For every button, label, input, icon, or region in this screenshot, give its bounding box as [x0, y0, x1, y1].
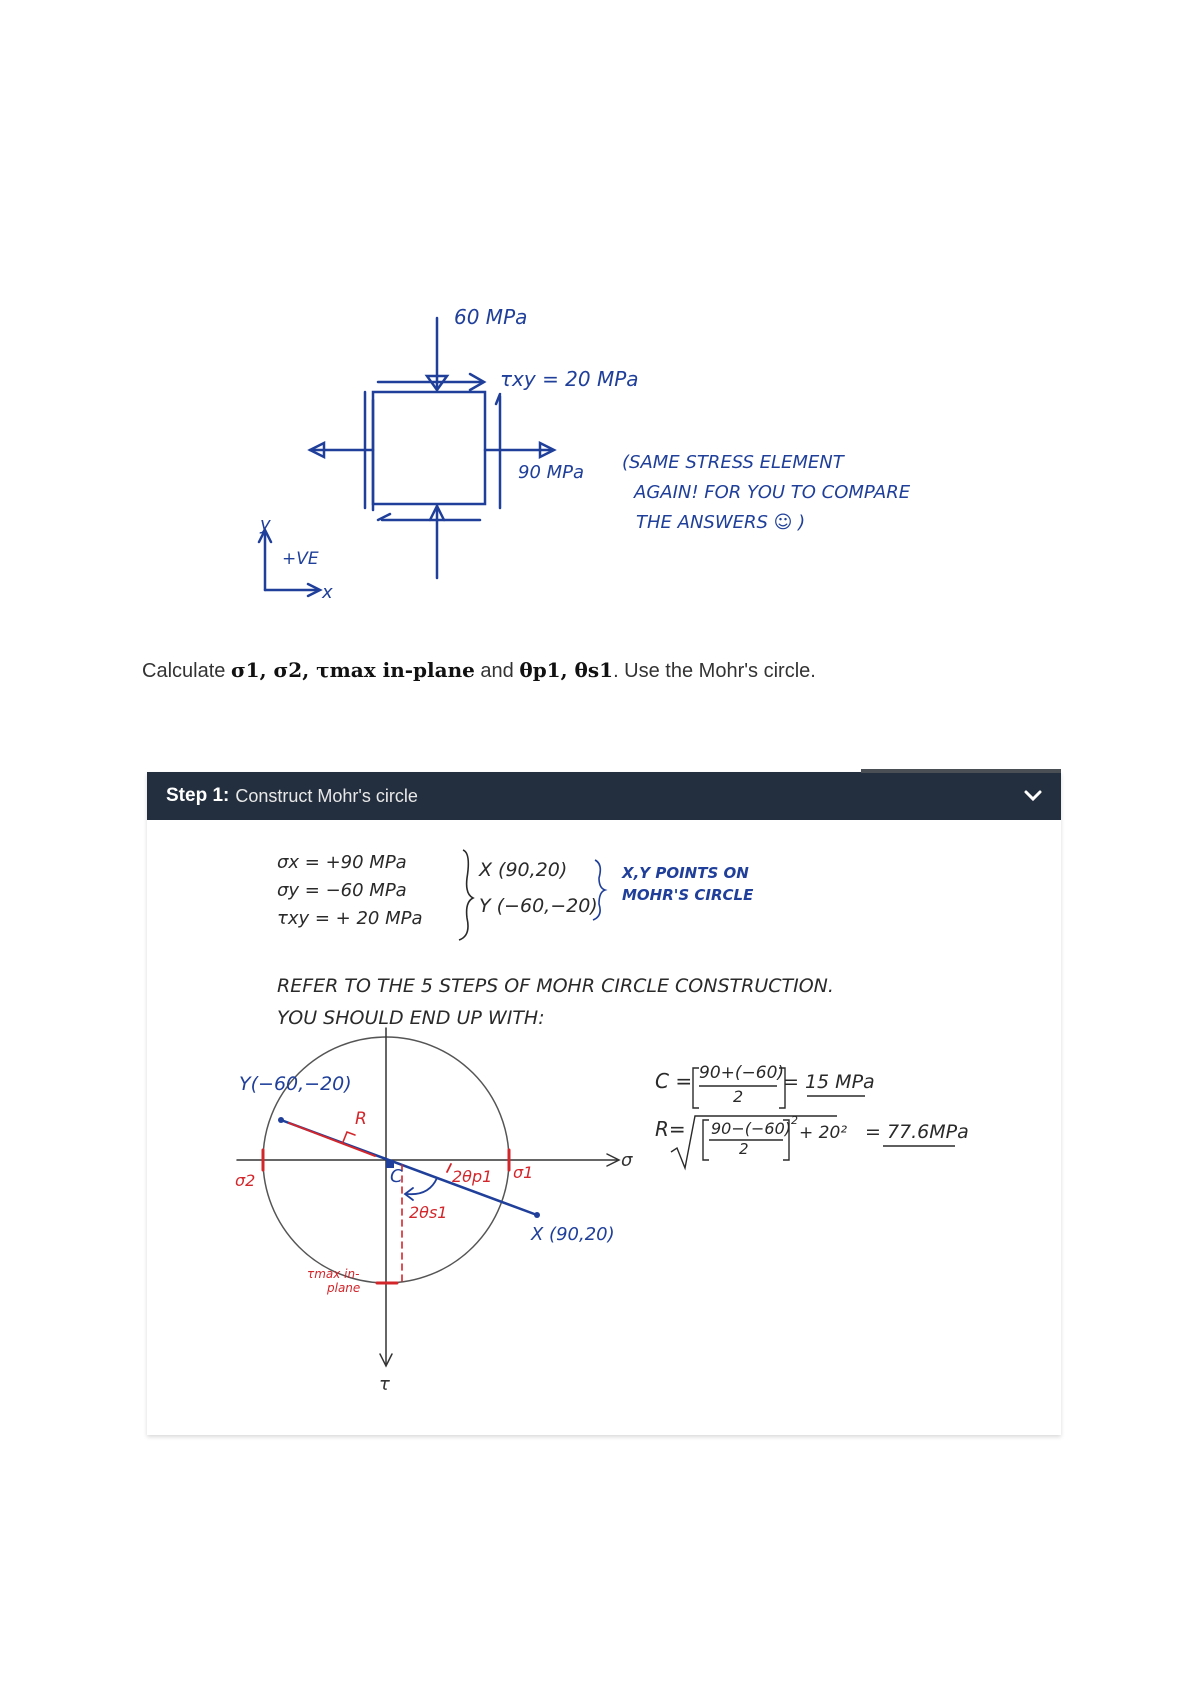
tau-axis-label: τ: [379, 1374, 390, 1395]
r-denominator: 2: [739, 1140, 749, 1158]
step-header[interactable]: [147, 772, 1061, 820]
axis-x-label: x: [322, 582, 333, 603]
note-line-2: AGAIN! FOR YOU TO COMPARE: [634, 482, 911, 503]
center-label: C: [390, 1166, 403, 1187]
two-theta-s-label: 2θs1: [409, 1203, 448, 1222]
note-line-3: THE ANSWERS ☺ ): [636, 512, 806, 533]
r-lhs: R=: [655, 1117, 686, 1141]
shear-label: τxy = 20 MPa: [500, 367, 639, 391]
theta-s-symbol: θs1: [574, 658, 614, 682]
c-result: = 15 MPa: [783, 1071, 875, 1093]
r-result: = 77.6MPa: [865, 1121, 969, 1143]
point-x-label: X (90,20): [531, 1224, 615, 1245]
tau-symbol: τmax in-plane: [316, 658, 475, 682]
step-title: Construct Mohr's circle: [235, 785, 418, 806]
question-prefix: Calculate: [142, 660, 231, 682]
given-py: Y (−60,−20): [479, 895, 598, 917]
theta-p-symbol: θp1: [519, 658, 561, 682]
c-lhs: C =: [655, 1069, 693, 1093]
radius-label: R: [355, 1109, 367, 1129]
step-label: Step 1:: [166, 785, 230, 806]
c-denominator: 2: [733, 1087, 744, 1106]
sigma1-symbol: σ1: [230, 658, 260, 682]
given-sx: σx = +90 MPa: [277, 852, 407, 873]
tau-max-label-1: τmax in-: [307, 1267, 360, 1281]
r-numerator: 90−(−60): [711, 1119, 792, 1138]
given-txy: τxy = + 20 MPa: [277, 908, 423, 929]
stress-element-diagram: [0, 280, 1200, 610]
right-load-label: 90 MPa: [518, 462, 585, 483]
note-line-1: (SAME STRESS ELEMENT: [622, 452, 844, 473]
axis-y-label: y: [260, 514, 271, 535]
sigma1-label: σ1: [513, 1163, 534, 1182]
refer-line-2: YOU SHOULD END UP WITH:: [277, 1007, 545, 1029]
given-px: X (90,20): [479, 859, 568, 881]
top-load-label: 60 MPa: [454, 305, 528, 329]
sigma-axis-label: σ: [621, 1150, 633, 1171]
solution-diagram: [147, 820, 1061, 1435]
refer-line-1: REFER TO THE 5 STEPS OF MOHR CIRCLE CONSTRUCTION.: [277, 975, 834, 997]
stress-element-square: [373, 392, 485, 504]
c-numerator: 90+(−60): [699, 1063, 785, 1083]
given-sy: σy = −60 MPa: [277, 880, 407, 901]
two-theta-p-label: 2θp1: [452, 1167, 493, 1186]
step-card: [147, 772, 1061, 1435]
question-text: Calculate σ1, σ2, τmax in-plane and θp1, θs1. Use the Mohr's circle.: [142, 658, 816, 682]
r-exponent: 2: [791, 1114, 798, 1127]
sign-label: +VE: [282, 549, 319, 569]
sigma2-label: σ2: [235, 1171, 256, 1190]
point-y-label: Y(−60,−20): [239, 1073, 352, 1095]
question-suffix: . Use the Mohr's circle.: [613, 660, 816, 682]
points-note-2: MOHR'S CIRCLE: [622, 886, 754, 904]
r-tail: + 20²: [799, 1123, 848, 1143]
sigma2-symbol: σ2: [273, 658, 303, 682]
points-note-1: X,Y POINTS ON: [622, 864, 749, 882]
tau-max-label-2: plane: [327, 1281, 361, 1295]
question-and: and: [474, 660, 520, 682]
chevron-down-icon[interactable]: [1023, 786, 1043, 806]
